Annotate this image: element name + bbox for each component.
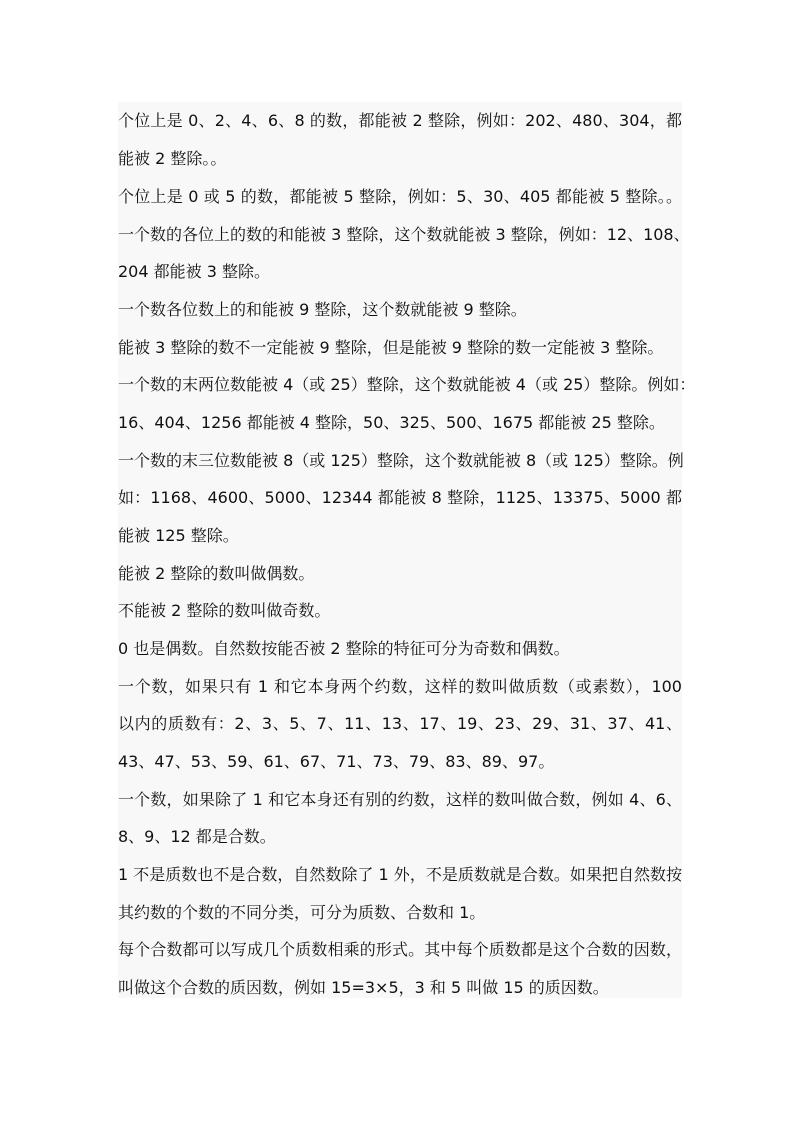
- text-line: 能被 3 整除的数不一定能被 9 整除，但是能被 9 整除的数一定能被 3 整除。: [118, 338, 664, 357]
- text-line: 一个数各位数上的和能被 9 整除，这个数就能被 9 整除。: [118, 300, 527, 319]
- text-line: 8、9、12 都是合数。: [118, 827, 276, 846]
- text-line: 能被 2 整除。。: [118, 149, 227, 168]
- text-line: 能被 125 整除。: [118, 526, 239, 545]
- text-line: 0 也是偶数。自然数按能否被 2 整除的特征可分为奇数和偶数。: [118, 639, 570, 658]
- text-line: 每个合数都可以写成几个质数相乘的形式。其中每个质数都是这个合数的因数，: [118, 940, 682, 959]
- text-line: 其约数的个数的不同分类，可分为质数、合数和 1。: [118, 903, 486, 922]
- text-block: [118, 102, 696, 998]
- text-line: 叫做这个合数的质因数，例如 15=3×5，3 和 5 叫做 15 的质因数。: [118, 978, 609, 997]
- text-line: 一个数的各位上的数的和能被 3 整除，这个数就能被 3 整除，例如：12、108、: [118, 225, 690, 244]
- text-line: 一个数的末三位数能被 8（或 125）整除，这个数就能被 8（或 125）整除。例: [118, 451, 684, 470]
- text-line: 43、47、53、59、61、67、71、73、79、83、89、97。: [118, 752, 555, 771]
- text-line: 1 不是质数也不是合数，自然数除了 1 外，不是质数就是合数。如果把自然数按: [118, 865, 682, 884]
- text-line: 不能被 2 整除的数叫做奇数。: [118, 601, 331, 620]
- text-line: 204 都能被 3 整除。: [118, 262, 270, 281]
- text-line: 一个数，如果只有 1 和它本身两个约数，这样的数叫做质数（或素数），100: [118, 677, 682, 696]
- text-line: 能被 2 整除的数叫做偶数。: [118, 564, 315, 583]
- text-line: 如：1168、4600、5000、12344 都能被 8 整除，1125、13375、5000 都: [118, 488, 682, 507]
- text-line: 一个数的末两位数能被 4（或 25）整除，这个数就能被 4（或 25）整除。例如：: [118, 375, 696, 394]
- text-line: 个位上是 0、2、4、6、8 的数，都能被 2 整除，例如：202、480、304，都: [118, 111, 682, 130]
- text-line: 16、404、1256 都能被 4 整除，50、325、500、1675 都能被 25 整除。: [118, 413, 665, 432]
- text-line: 个位上是 0 或 5 的数，都能被 5 整除，例如：5、30、405 都能被 5 整除。。: [118, 187, 682, 206]
- text-line: 以内的质数有：2、3、5、7、11、13、17、19、23、29、31、37、41、: [118, 714, 682, 733]
- text-line: 一个数，如果除了 1 和它本身还有别的约数，这样的数叫做合数，例如 4、6、: [118, 790, 682, 809]
